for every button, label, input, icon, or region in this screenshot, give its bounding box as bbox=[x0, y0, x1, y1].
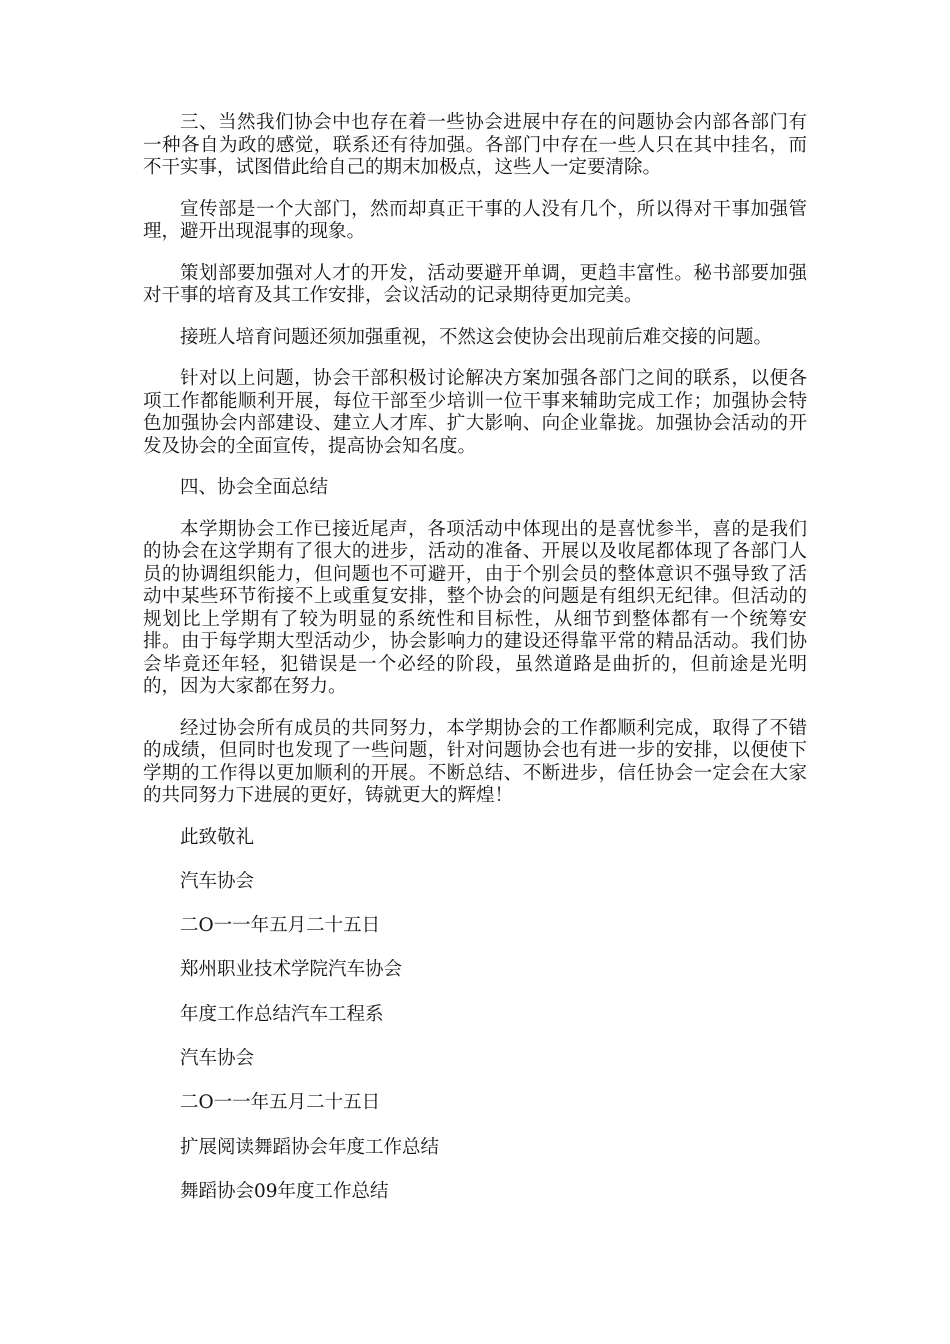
paragraph-semester-summary: 本学期协会工作已接近尾声，各项活动中体现出的是喜忧参半，喜的是我们的协会在这学期有了很大的进步，活动的准备、开展以及收尾都体现了各部门人员的协调组织能力，但问题也不可避开，由于个别会员的整体意识不强导致了活动中某些环节衔接不上或重复安排，整个协会的问题是有组织无纪律。但活动的规划比上学期有了较为明显的系统性和目标性，从细节到整体都有一个统筹安排。由于每学期大型活动少，协会影响力的建设还得靠平常的精品活动。我们协会毕竟还年轻，犯错误是一个必经的阶段，虽然道路是曲折的，但前途是光明的，因为大家都在努力。 bbox=[143, 518, 807, 697]
section-heading-summary: 四、协会全面总结 bbox=[180, 477, 329, 498]
document-body bbox=[143, 112, 807, 1225]
signature-date-2: 二O一一年五月二十五日 bbox=[180, 1092, 381, 1114]
paragraph-publicity-dept: 宣传部是一个大部门，然而却真正干事的人没有几个，所以得对干事加强管理，避开出现混事的现象。 bbox=[143, 198, 807, 242]
paragraph-planning-dept: 策划部要加强对人才的开发，活动要避开单调，更趋丰富性。秘书部要加强对干事的培育及其工作安排，会议活动的记录期待更加完美。 bbox=[143, 262, 807, 306]
paragraph-conclusion: 经过协会所有成员的共同努力，本学期协会的工作都顺利完成，取得了不错的成绩，但同时也发现了一些问题，针对问题协会也有进一步的安排，以便使下学期的工作得以更加顺利的开展。不断总结、不断进步，信任协会一定会在大家的共同努力下进展的更好，铸就更大的辉煌！ bbox=[143, 717, 807, 806]
paragraph-solutions: 针对以上问题，协会干部积极讨论解决方案加强各部门之间的联系，以便各项工作都能顺利开展，每位干部至少培训一位干事来辅助完成工作；加强协会特色加强协会内部建设、建立人才库、扩大影响、向企业靠拢。加强协会活动的开发及协会的全面宣传，提高协会知名度。 bbox=[143, 368, 807, 457]
extended-reading-subtitle: 舞蹈协会09年度工作总结 bbox=[180, 1180, 389, 1202]
extended-reading-title: 扩展阅读舞蹈协会年度工作总结 bbox=[180, 1136, 440, 1158]
signature-date: 二O一一年五月二十五日 bbox=[180, 915, 381, 937]
signature-org-2: 汽车协会 bbox=[180, 1047, 255, 1069]
paragraph-problems: 三、当然我们协会中也存在着一些协会进展中存在的问题协会内部各部门有一种各自为政的感觉，联系还有待加强。各部门中存在一些人只在其中挂名，而不干实事，试图借此给自己的期末加极点，这些人一定要清除。 bbox=[143, 112, 807, 178]
paragraph-successor: 接班人培育问题还须加强重视，不然这会使协会出现前后难交接的问题。 bbox=[180, 326, 773, 348]
doc-title-dept: 年度工作总结汽车工程系 bbox=[180, 1003, 384, 1025]
doc-title-school: 郑州职业技术学院汽车协会 bbox=[180, 959, 403, 981]
signature-org: 汽车协会 bbox=[180, 870, 255, 892]
closing-salutation: 此致敬礼 bbox=[180, 826, 255, 848]
